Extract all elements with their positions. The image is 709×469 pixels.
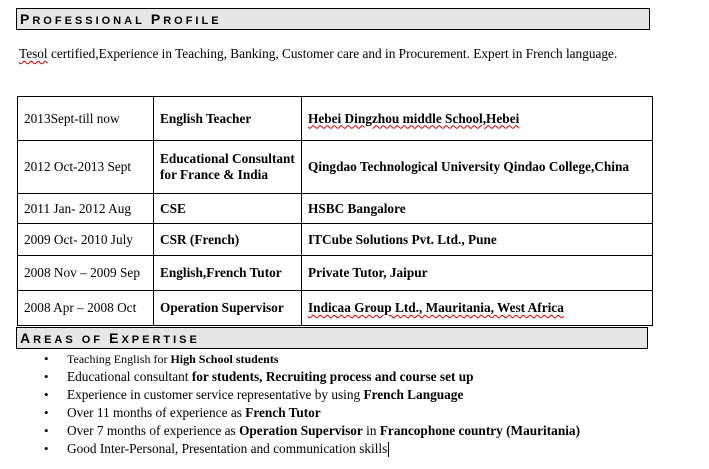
- item-text: Experience in customer service representative by using: [67, 387, 364, 402]
- heading-initial: P: [20, 11, 33, 27]
- item-text: Good Inter-Personal, Presentation and communication skills: [67, 441, 388, 456]
- heading-initial: E: [109, 330, 122, 346]
- employment-history-table: [17, 96, 653, 326]
- item-emphasis: Operation Supervisor: [239, 423, 363, 438]
- table-row: [18, 291, 653, 326]
- heading-word: ROFILE: [163, 15, 222, 27]
- role-cell: CSE: [154, 194, 302, 224]
- heading-word: ROFESSIONAL: [32, 15, 145, 27]
- table-row: [18, 97, 653, 141]
- org-cell: ITCube Solutions Pvt. Ltd., Pune: [302, 224, 653, 256]
- list-item[interactable]: [0, 440, 580, 458]
- bullet-icon: •: [44, 369, 49, 384]
- text-cursor: [388, 442, 389, 457]
- table-row: [18, 194, 653, 224]
- item-text: in: [362, 423, 380, 438]
- list-item: [0, 422, 580, 440]
- date-cell: 2013Sept-till now: [18, 97, 154, 141]
- table-row: [18, 224, 653, 256]
- list-item: [0, 350, 580, 368]
- heading-word: XPERTISE: [121, 334, 200, 346]
- bullet-icon: •: [44, 423, 49, 438]
- item-text: Educational consultant: [67, 369, 192, 384]
- item-text: Teaching English for: [67, 352, 171, 366]
- bullet-icon: •: [44, 387, 49, 402]
- org-cell: Private Tutor, Jaipur: [302, 256, 653, 291]
- org-cell: HSBC Bangalore: [302, 194, 653, 224]
- role-cell: Educational Consultant for France & India: [154, 141, 302, 194]
- table-row: [18, 141, 653, 194]
- table-row: [18, 256, 653, 291]
- item-text: Over 11 months of experience as: [67, 405, 246, 420]
- list-item: [0, 404, 580, 422]
- date-cell: 2011 Jan- 2012 Aug: [18, 194, 154, 224]
- org-name: Indicaa Group Ltd., Mauritania, West Africa: [308, 300, 564, 315]
- summary-text: certified,Experience in Teaching, Banking, Customer care and in Procurement. Expert in French language.: [47, 46, 618, 61]
- org-cell: [302, 97, 653, 141]
- date-cell: 2008 Apr – 2008 Oct: [18, 291, 154, 326]
- heading-word: REAS OF: [33, 334, 104, 346]
- summary-flagged-word: Tesol: [19, 46, 48, 61]
- bullet-icon: •: [44, 351, 49, 366]
- item-emphasis: Francophone country (Mauritania): [379, 423, 580, 438]
- item-emphasis: for students, Recruiting process and course set up: [191, 369, 474, 384]
- profile-summary: [19, 46, 659, 62]
- role-cell: English,French Tutor: [154, 256, 302, 291]
- heading-initial: P: [150, 11, 164, 27]
- org-cell: [302, 291, 653, 326]
- areas-of-expertise-heading: [16, 327, 648, 349]
- list-item: [0, 386, 580, 404]
- role-cell: English Teacher: [154, 97, 302, 141]
- expertise-list: [0, 350, 580, 458]
- bullet-icon: •: [44, 405, 49, 420]
- professional-profile-heading: [16, 8, 650, 30]
- list-item: [0, 368, 580, 386]
- bullet-icon: •: [44, 441, 49, 456]
- date-cell: 2012 Oct-2013 Sept: [18, 141, 154, 194]
- item-emphasis: High School students: [170, 352, 279, 366]
- org-name: Hebei Dingzhou middle School,Hebei: [308, 110, 520, 126]
- role-cell: Operation Supervisor: [154, 291, 302, 326]
- date-cell: 2008 Nov – 2009 Sep: [18, 256, 154, 291]
- item-emphasis: French Language: [363, 387, 464, 402]
- item-text: Over 7 months of experience as: [67, 423, 240, 438]
- item-emphasis: French Tutor: [245, 405, 321, 420]
- org-cell: Qingdao Technological University Qindao College,China: [302, 141, 653, 194]
- role-cell: CSR (French): [154, 224, 302, 256]
- date-cell: 2009 Oct- 2010 July: [18, 224, 154, 256]
- heading-initial: A: [20, 330, 34, 346]
